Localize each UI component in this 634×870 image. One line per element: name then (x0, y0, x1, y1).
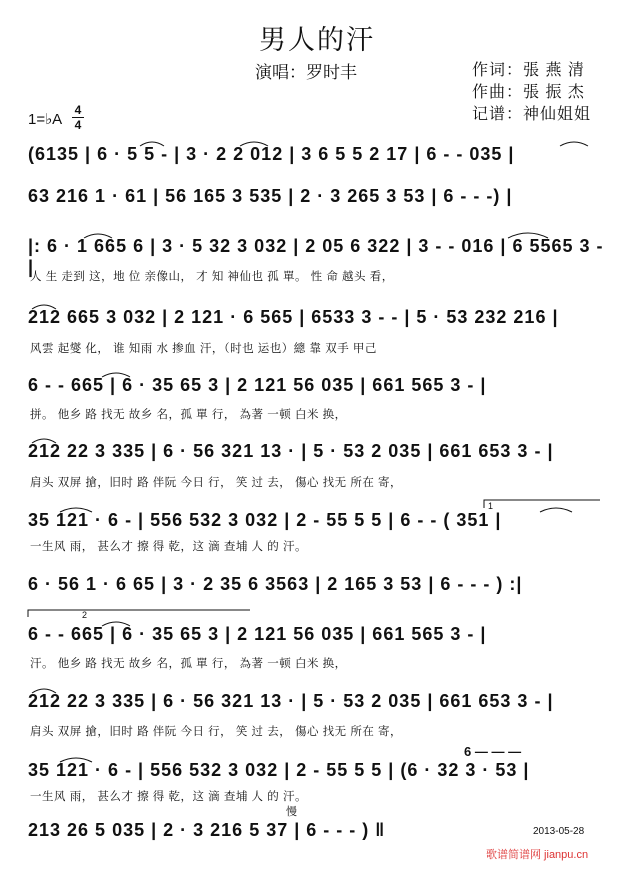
singer-line: 演唱：罗时丰 (255, 63, 357, 82)
lyric-row-4: 肩头 双屏 搶，旧时 路 伴阮 今日 行， 笑 过 去， 傷心 找无 所在 寄， (30, 477, 403, 489)
notation-row-4: 212 665 3 032 | 2 121 · 6 565 | 6533 3 - - | 5 · 53 232 216 | (28, 307, 559, 327)
slur (84, 234, 112, 238)
slur (60, 508, 92, 512)
lyric-row-8: 一生风 雨， 甚么才 擦 得 乾，这 滴 查埔 人 的 汗。 (30, 791, 307, 803)
slur (32, 689, 56, 693)
lyric-row-7: 肩头 双屏 搶，旧时 路 伴阮 今日 行， 笑 过 去， 傷心 找无 所在 寄， (30, 726, 403, 738)
slur (60, 758, 92, 762)
slur (240, 142, 268, 146)
notation-row-8: 6 · 56 1 · 6 65 | 3 · 2 35 6 3563 | 2 165 3 53 | 6 - - - ) :| (28, 574, 523, 594)
transcription-date: 2013-05-28 (533, 826, 585, 837)
slow-tempo-mark: 慢 (286, 806, 297, 818)
slur (32, 439, 56, 443)
slur (140, 142, 164, 146)
slur (540, 508, 572, 512)
notation-row-11: 35 121 · 6 - | 556 532 3 032 | 2 - 55 5 5 | (6 · 32 3 · 53 | (28, 760, 530, 780)
lyric-row-3: 拼。 他乡 路 找无 故乡 名，孤 單 行， 為著 一顿 白米 换， (30, 409, 347, 421)
time-signature-top: 4 (74, 103, 82, 117)
notation-row-7: 35 121 · 6 - | 556 532 3 032 | 2 - 55 5 5 | 6 - - ( 351 | (28, 510, 502, 530)
slur (560, 142, 588, 146)
notation-row-12: 213 26 5 035 | 2 · 3 216 5 37 | 6 - - - ) ‖ (28, 820, 386, 840)
notation-row-1: (6135 | 6 · 5 5 - | 3 · 2 2 012 | 3 6 5 5 2 17 | 6 - - 035 | (28, 144, 515, 164)
volta-2-label: 2 (82, 610, 88, 620)
slur (102, 373, 130, 377)
notation-row-2: 63 216 1 · 61 | 56 165 3 535 | 2 · 3 265 3 53 | 6 - - -) | (28, 186, 513, 206)
lyric-row-1: 人 生 走到 这，地 位 亲像山， 才 知 神仙也 孤 單。 性 命 越头 看， (30, 271, 394, 283)
notation-row-6: 212 22 3 335 | 6 · 56 321 13 · | 5 · 53 2 035 | 661 653 3 - | (28, 441, 554, 461)
lyric-row-6: 汗。 他乡 路 找无 故乡 名，孤 單 行， 為著 一顿 白米 换， (30, 658, 347, 670)
slur (32, 305, 56, 309)
lyric-row-5: 一生风 雨， 甚么才 擦 得 乾，这 滴 查埔 人 的 汗。 (30, 541, 307, 553)
notation-row-9: 6 - - 665 | 6 · 35 65 3 | 2 121 56 035 | 661 565 3 - | (28, 624, 487, 644)
key-signature: 1=♭A (28, 111, 63, 128)
lyric-row-2: 风雲 起燮 化， 谁 知雨 水 掺血 汗，（时也 运也）總 靠 双手 甲己 (30, 343, 377, 355)
song-title: 男人的汗 (259, 25, 375, 55)
volta-1-bracket (484, 500, 600, 508)
transcriber-credit: 记谱：神仙姐姐 (472, 106, 592, 123)
notation-row-5: 6 - - 665 | 6 · 35 65 3 | 2 121 56 035 | 661 565 3 - | (28, 375, 487, 395)
slur (508, 233, 548, 238)
composer-credit: 作曲：張 振 杰 (472, 84, 585, 101)
watermark: 歌谱简谱网 jianpu.cn (486, 849, 589, 861)
slur (102, 622, 130, 626)
volta-2-bracket (28, 610, 250, 617)
lyricist-credit: 作词：張 燕 清 (472, 62, 585, 79)
time-signature-bottom: 4 (74, 118, 82, 132)
notation-row-3: |: 6 · 1 665 6 | 3 · 5 32 3 032 | 2 05 6 322 | 3 - - 016 | 6 5565 3 - | (28, 236, 604, 277)
volta-1-label: 1 (488, 501, 494, 511)
overhead-note: 6 — — — (464, 744, 522, 759)
notation-row-10: 212 22 3 335 | 6 · 56 321 13 · | 5 · 53 2 035 | 661 653 3 - | (28, 691, 554, 711)
